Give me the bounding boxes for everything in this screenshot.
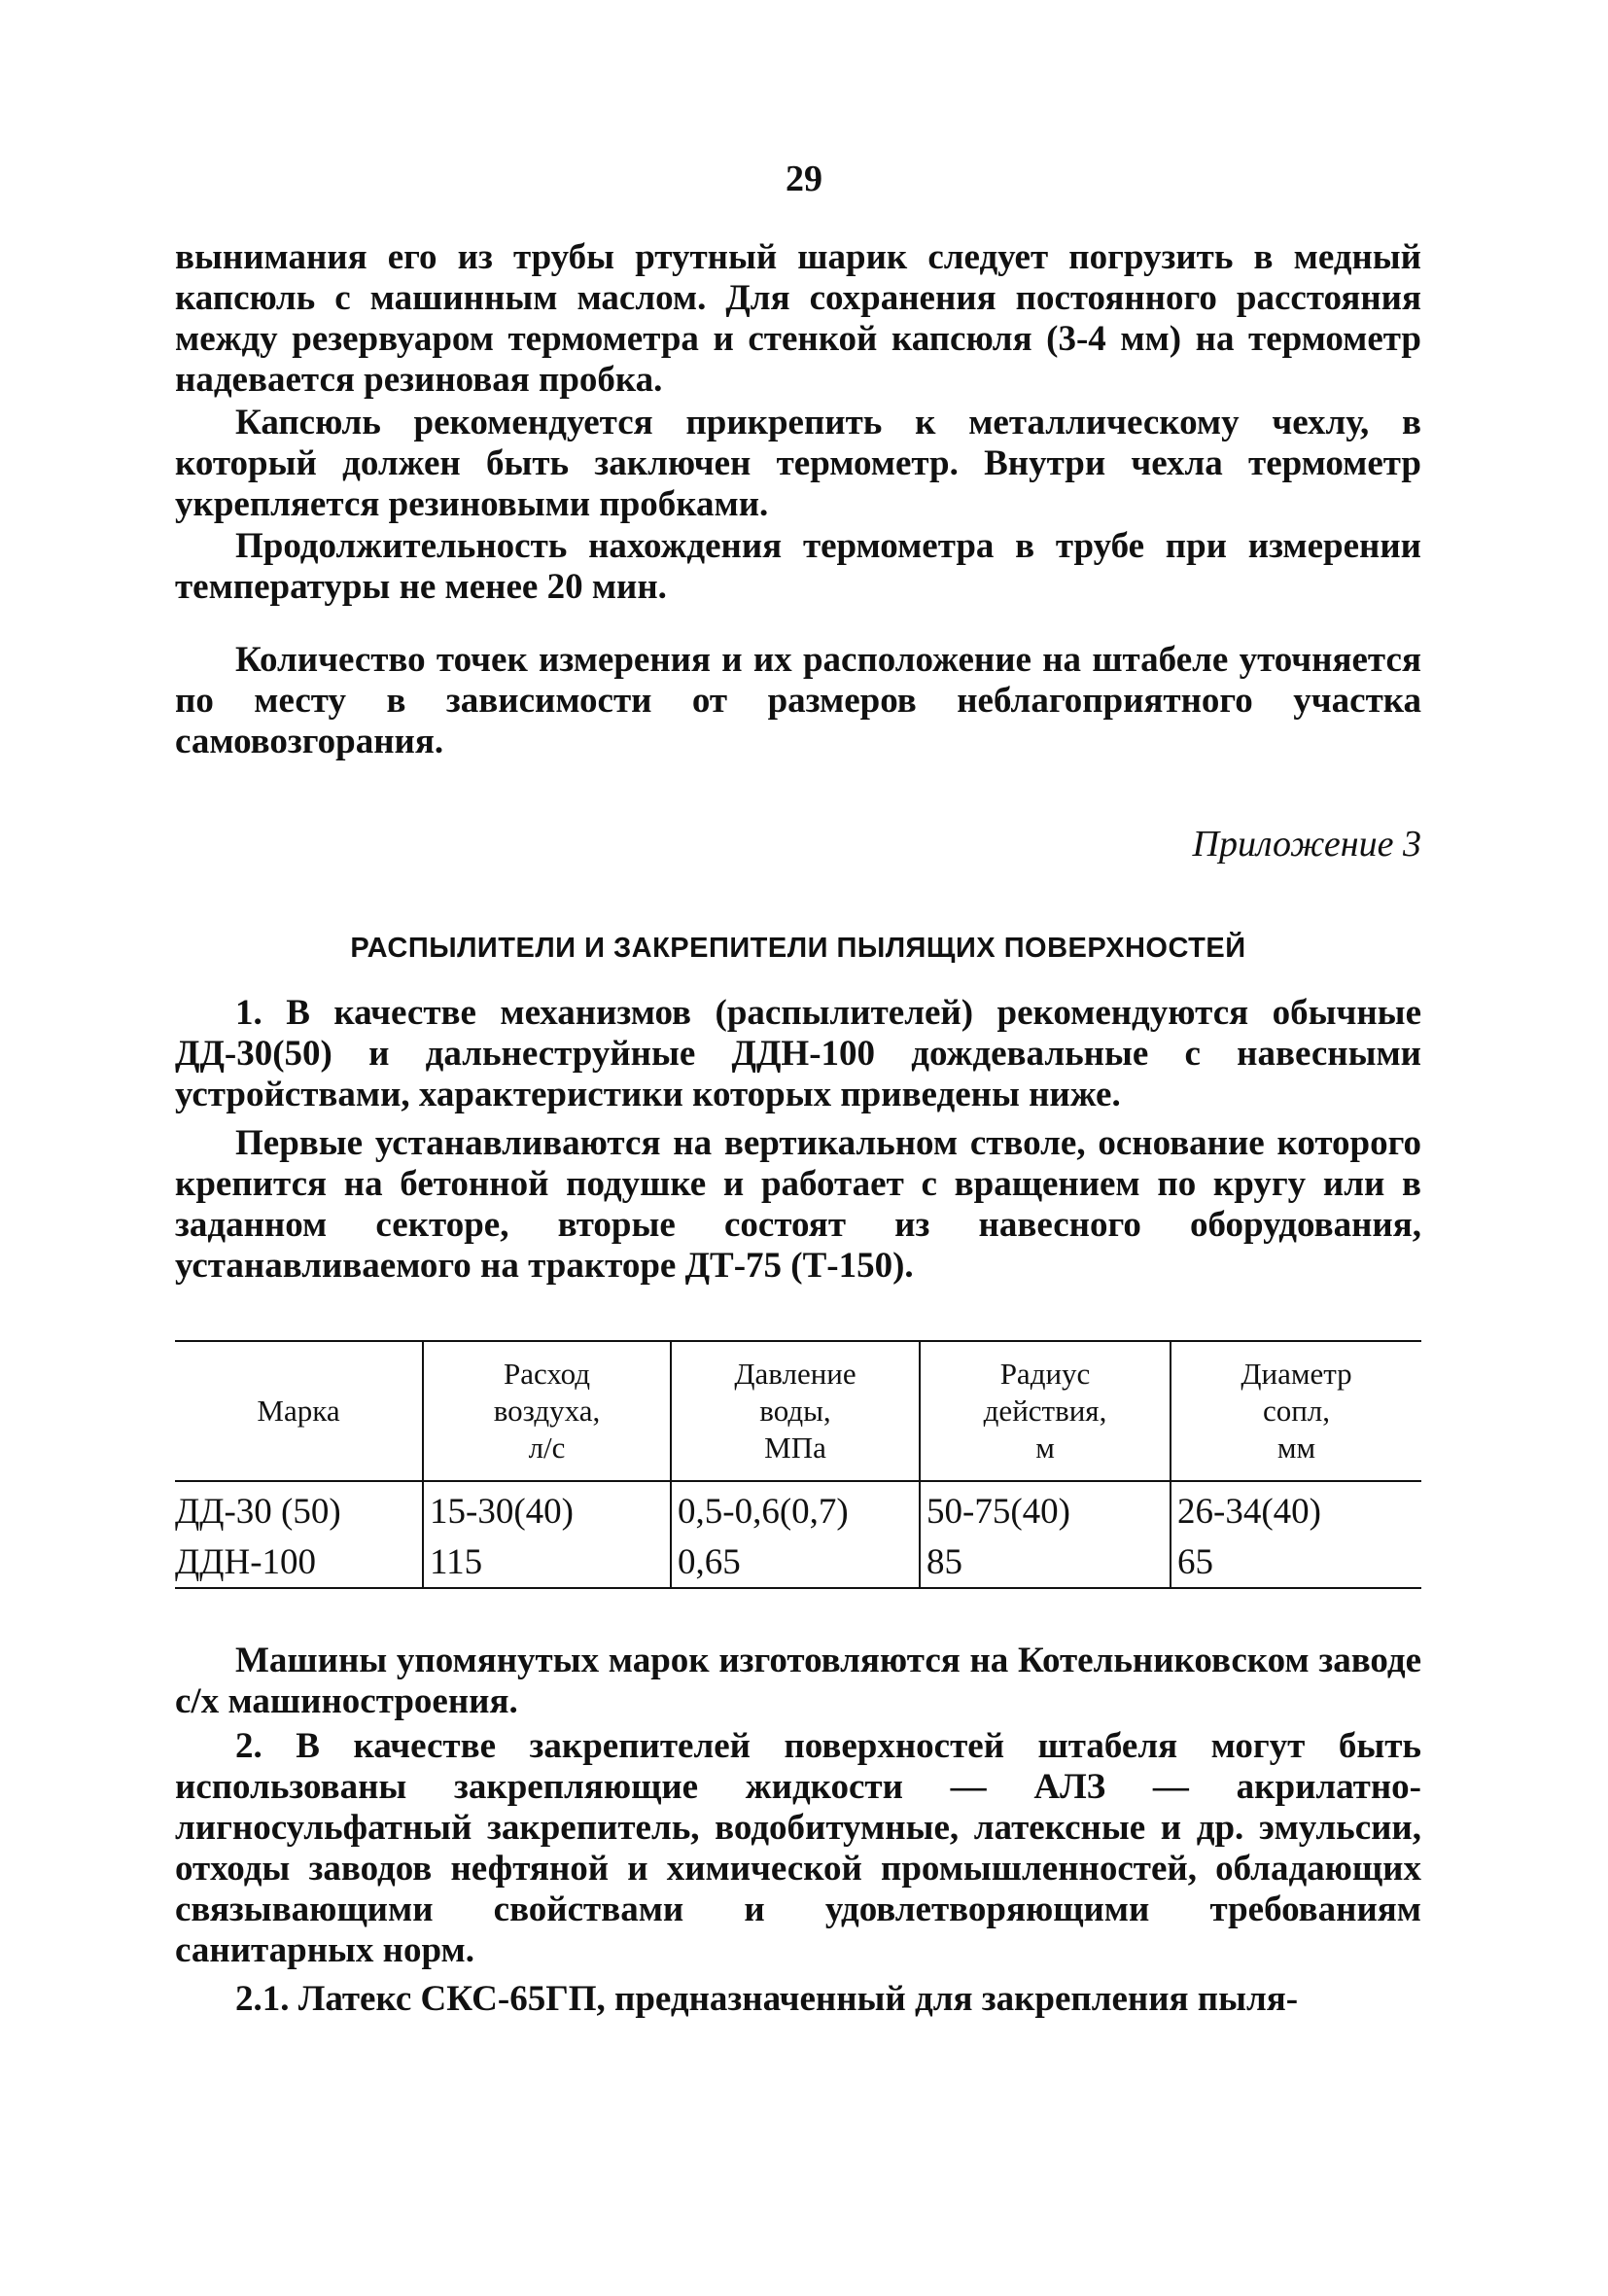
- appendix-label: Приложение 3: [1192, 824, 1421, 865]
- table-row: [175, 1533, 1421, 1588]
- section-heading: РАСПЫЛИТЕЛИ И ЗАКРЕПИТЕЛИ ПЫЛЯЩИХ ПОВЕРХНОСТЕЙ: [350, 933, 1246, 964]
- table-cell: 65: [1171, 1533, 1421, 1588]
- table-cell: 115: [423, 1533, 671, 1588]
- table-cell: 0,65: [671, 1533, 920, 1588]
- column-header-radius: Радиус действия, м: [920, 1341, 1171, 1481]
- paragraph-capsule-mount: Капсюль рекомендуется прикрепить к металлическому чехлу, в который должен быть заключен термометр. Внутри чехла термометр укрепляется резиновыми пробками.: [175, 403, 1421, 524]
- paragraph-sprayers: 1. В качестве механизмов (распылителей) рекомендуются обычные ДД-30(50) и дальнеструйные ДДН-100 дождевальные с навесными устройствами, характеристики которых приведены ниже.: [175, 993, 1421, 1114]
- table-row: [175, 1481, 1421, 1533]
- table-cell: ДД-30 (50): [175, 1492, 341, 1532]
- column-header-water-pressure: Давление воды, МПа: [671, 1341, 920, 1481]
- paragraph-measurement-points: Количество точек измерения и их расположение на штабеле уточняется по месту в зависимости от размеров неблагоприятного участка самовозгорания.: [175, 640, 1421, 761]
- table-cell: 0,5-0,6(0,7): [671, 1481, 920, 1533]
- column-header-nozzle-diameter: Диаметр сопл, мм: [1171, 1341, 1421, 1481]
- paragraph-fixatives: 2. В качестве закрепителей поверхностей штабеля могут быть использованы закрепляющие жидкости — АЛЗ — акрилатно-лигносульфатный закрепитель, водобитумные, латексные и др. эмульсии, отходы заводов нефтяной и химической промышленностей, обладающих связывающими свойствами и удовлетворяющими требованиям санитарных норм.: [175, 1726, 1421, 1970]
- column-header-air-flow: Расход воздуха, л/с: [423, 1341, 671, 1481]
- paragraph-latex: 2.1. Латекс СКС-65ГП, предназначенный для закрепления пыля-: [235, 1979, 1299, 2019]
- column-header-brand: Марка: [175, 1341, 423, 1481]
- table-cell: 50-75(40): [920, 1481, 1171, 1533]
- table-cell: ДДН-100: [175, 1533, 423, 1588]
- table-cell: 15-30(40): [423, 1481, 671, 1533]
- table-header-row: [175, 1341, 1421, 1481]
- paragraph-sprayer-installation: Первые устанавливаются на вертикальном стволе, основание которого крепится на бетонной подушке и работает с вращением по кругу или в заданном секторе, вторые состоят из навесного оборудования, устанавливаемого на тракторе ДТ-75 (Т-150).: [175, 1123, 1421, 1286]
- table-cell: 26-34(40): [1171, 1481, 1421, 1533]
- paragraph-thermometer-capsule: вынимания его из трубы ртутный шарик следует погрузить в медный капсюль с машинным маслом. Для сохранения постоянного расстояния между резервуаром термометра и стенкой капсюля (3-4 мм) на термометр надевается резиновая пробка.: [175, 237, 1421, 400]
- sprayer-characteristics-table: [175, 1340, 1421, 1589]
- paragraph-measurement-duration: Продолжительность нахождения термометра в трубе при измерении температуры не менее 20 мин.: [175, 526, 1421, 607]
- paragraph-manufacturer: Машины упомянутых марок изготовляются на Котельниковском заводе с/х машиностроения.: [175, 1641, 1421, 1721]
- table-cell: 85: [920, 1533, 1171, 1588]
- page-number: 29: [786, 159, 822, 199]
